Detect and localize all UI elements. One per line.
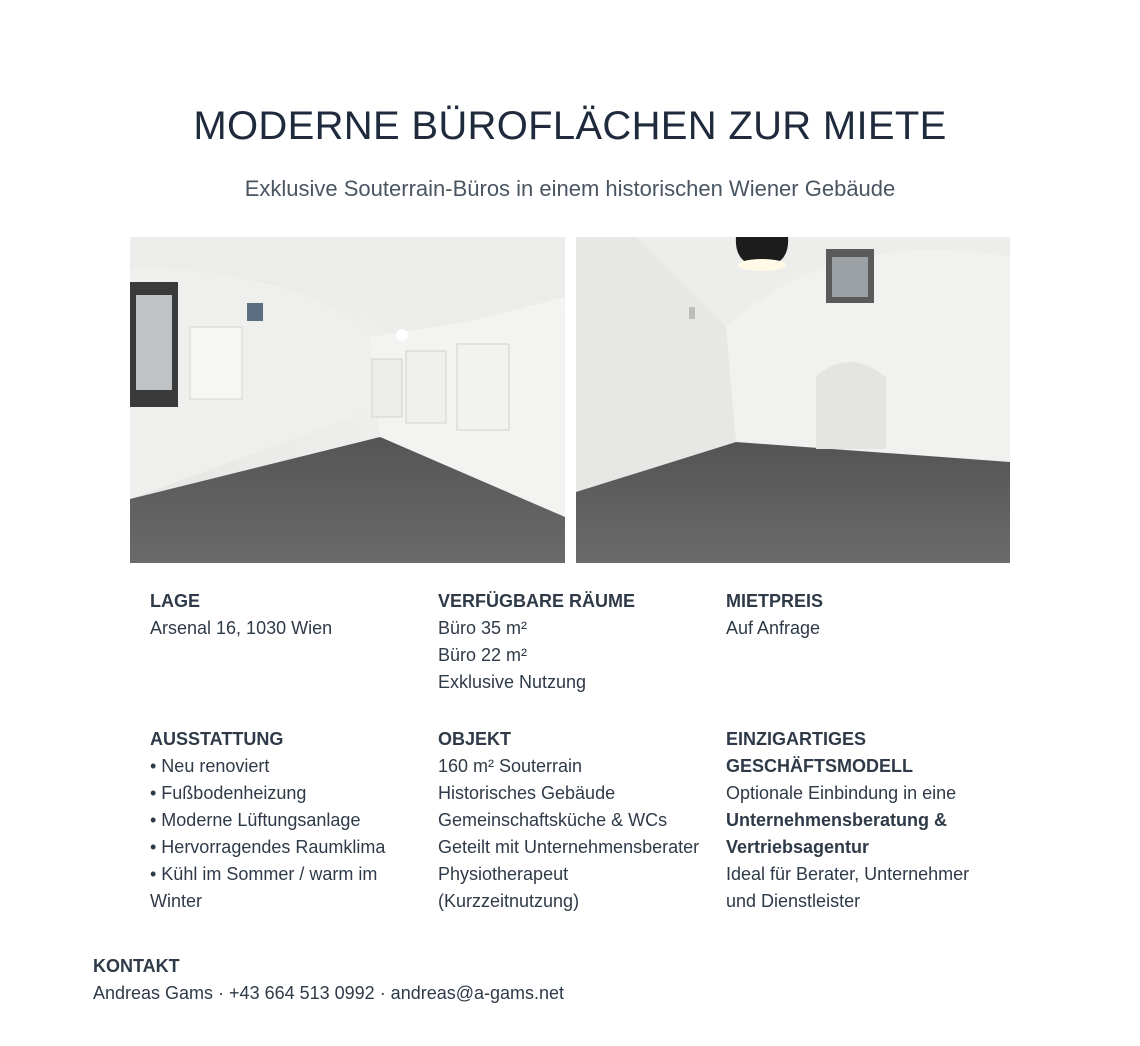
geschaeftsmodell-text: Optionale Einbindung in eine: [726, 783, 957, 803]
objekt-line: Physiotherapeut: [438, 864, 569, 884]
geschaeftsmodell-highlight: Unternehmensberatung & Vertriebsagentur: [726, 810, 948, 857]
ausstattung-section: [150, 726, 395, 915]
ausstattung-item: • Neu renoviert: [150, 756, 270, 776]
contact-section: [93, 953, 564, 1007]
objekt-line: 160 m² Souterrain: [438, 756, 583, 776]
raeume-heading: VERFÜGBARE RÄUME: [438, 591, 636, 611]
objekt-heading: OBJEKT: [438, 729, 512, 749]
mietpreis-section: [726, 588, 996, 642]
objekt-section: [438, 726, 708, 915]
ausstattung-item: • Hervorragendes Raumklima: [150, 837, 386, 857]
objekt-line: Gemeinschaftsküche & WCs: [438, 810, 668, 830]
raeume-line: Büro 22 m²: [438, 645, 528, 665]
geschaeftsmodell-ideal: Ideal für Berater, Unternehmer und Dienstleister: [726, 864, 970, 911]
ausstattung-item: • Kühl im Sommer / warm im Winter: [150, 864, 378, 911]
objekt-line: Historisches Gebäude: [438, 783, 616, 803]
raeume-line: Büro 35 m²: [438, 618, 528, 638]
mietpreis-value: Auf Anfrage: [726, 618, 821, 638]
lage-address: Arsenal 16, 1030 Wien: [150, 618, 333, 638]
office-photo-right: [576, 237, 1010, 563]
geschaeftsmodell-section: [726, 726, 986, 915]
objekt-line: Geteilt mit Unternehmensberater: [438, 837, 700, 857]
contact-heading: KONTAKT: [93, 956, 180, 976]
raeume-section: [438, 588, 708, 696]
objekt-line: (Kurzzeitnutzung): [438, 891, 580, 911]
contact-details: Andreas Gams · +43 664 513 0992 · andreas@a-gams.net: [93, 983, 565, 1003]
mietpreis-heading: MIETPREIS: [726, 591, 824, 611]
page-subtitle: Exklusive Souterrain-Büros in einem historischen Wiener Gebäude: [244, 176, 896, 201]
ausstattung-item: • Fußbodenheizung: [150, 783, 307, 803]
lage-heading: LAGE: [150, 591, 201, 611]
ausstattung-heading: AUSSTATTUNG: [150, 729, 284, 749]
page-title: MODERNE BÜROFLÄCHEN ZUR MIETE: [193, 104, 947, 148]
ausstattung-item: • Moderne Lüftungsanlage: [150, 810, 361, 830]
lage-section: [150, 588, 420, 642]
raeume-line: Exklusive Nutzung: [438, 672, 587, 692]
geschaeftsmodell-heading: EINZIGARTIGES GESCHÄFTSMODELL: [726, 729, 913, 776]
office-photo-left: [130, 237, 565, 563]
